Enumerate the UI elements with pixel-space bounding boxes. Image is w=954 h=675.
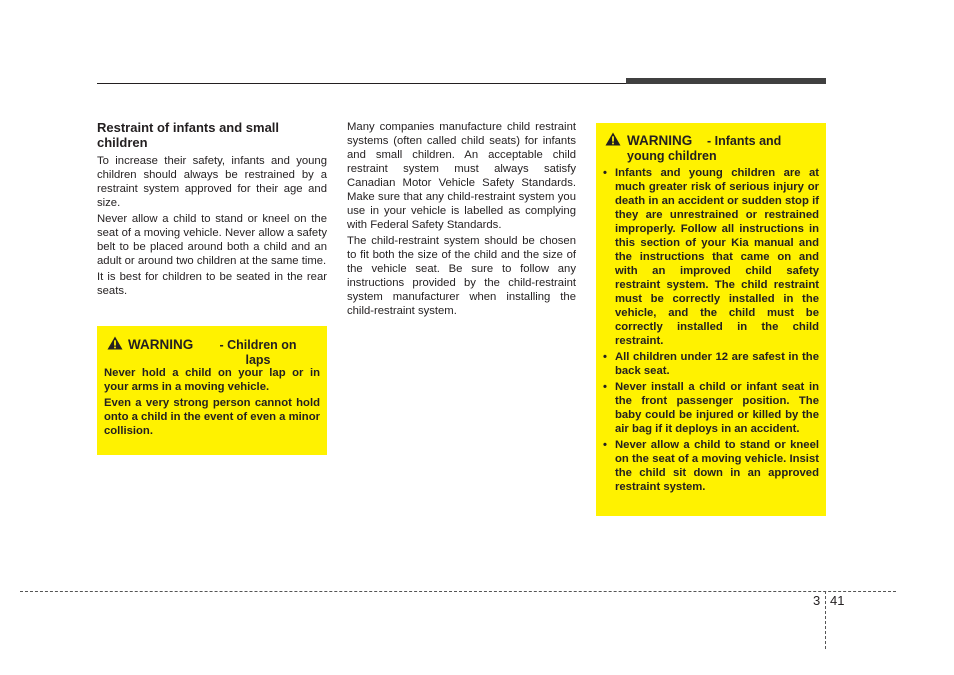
warning-bullet: • Infants and young children are at much greater risk of serious injury or death in an accident or sudden stop if they are unrestrained or restrained improperly. Follow all instructions in this section of your Kia manual and the instructions that came on and with an improved child safety restraint system. The child restraint must be correctly installed in the vehicle, and the child must be correctly installed in the child restraint.	[603, 166, 819, 348]
warning-paragraph: Even a very strong person cannot hold onto a child in the event of even a minor collision.	[104, 397, 320, 437]
warning-subtitle: - Infants and young children	[627, 134, 782, 163]
warning-box-infants-young-children	[596, 123, 826, 516]
footer-divider	[825, 591, 826, 649]
section-number: 3	[813, 593, 821, 608]
warning-triangle-icon	[605, 132, 621, 146]
warning-title	[97, 326, 327, 366]
footer-rule	[20, 591, 896, 592]
warning-body	[97, 366, 327, 438]
warning-label: WARNING	[627, 133, 693, 148]
header-rule	[97, 83, 626, 84]
body-paragraph: Many companies manufacture child restraint systems (often called child seats) for infants and small children. An acceptable child restraint system must always satisfy Canadian Motor Vehicle Safety Standards. Make sure that any child-restraint system you use in your vehicle is labelled as complying with Federal Safety Standards.	[347, 121, 576, 231]
body-paragraph: The child-restraint system should be chosen to fit both the size of the child and the size of the vehicle seat. Be sure to follow any instructions provided by the child-restraint system manufacturer when installing the child-restraint system.	[347, 235, 576, 317]
page-number: 41	[830, 593, 845, 608]
warning-bullet: • All children under 12 are safest in the back seat.	[603, 350, 819, 378]
header-section-bar	[626, 78, 826, 84]
body-paragraph: Never allow a child to stand or kneel on the seat of a moving vehicle. Never allow a safety belt to be placed around both a child and an adult or around two children at the same time.	[97, 213, 327, 267]
warning-subtitle: - Children on laps	[219, 338, 297, 367]
warning-bullet-list	[596, 166, 826, 494]
warning-bullet: • Never allow a child to stand or kneel on the seat of a moving vehicle. Insist the child sit down in an approved restraint system.	[603, 438, 819, 494]
column-left	[97, 120, 327, 300]
warning-bullet: • Never install a child or infant seat in the front passenger position. The baby could be injured or killed by the air bag if it deploys in an accident.	[603, 380, 819, 436]
column-middle	[347, 120, 576, 320]
warning-label: WARNING	[128, 337, 194, 352]
warning-triangle-icon	[107, 336, 123, 350]
warning-title	[596, 123, 826, 166]
section-heading: Restraint of infants and small children	[97, 120, 280, 150]
body-paragraph: To increase their safety, infants and young children should always be restrained by a restraint system approved for their age and size.	[97, 155, 327, 209]
warning-box-children-on-laps	[97, 326, 327, 455]
body-paragraph: It is best for children to be seated in the rear seats.	[97, 271, 327, 297]
warning-paragraph: Never hold a child on your lap or in your arms in a moving vehicle.	[104, 367, 320, 393]
